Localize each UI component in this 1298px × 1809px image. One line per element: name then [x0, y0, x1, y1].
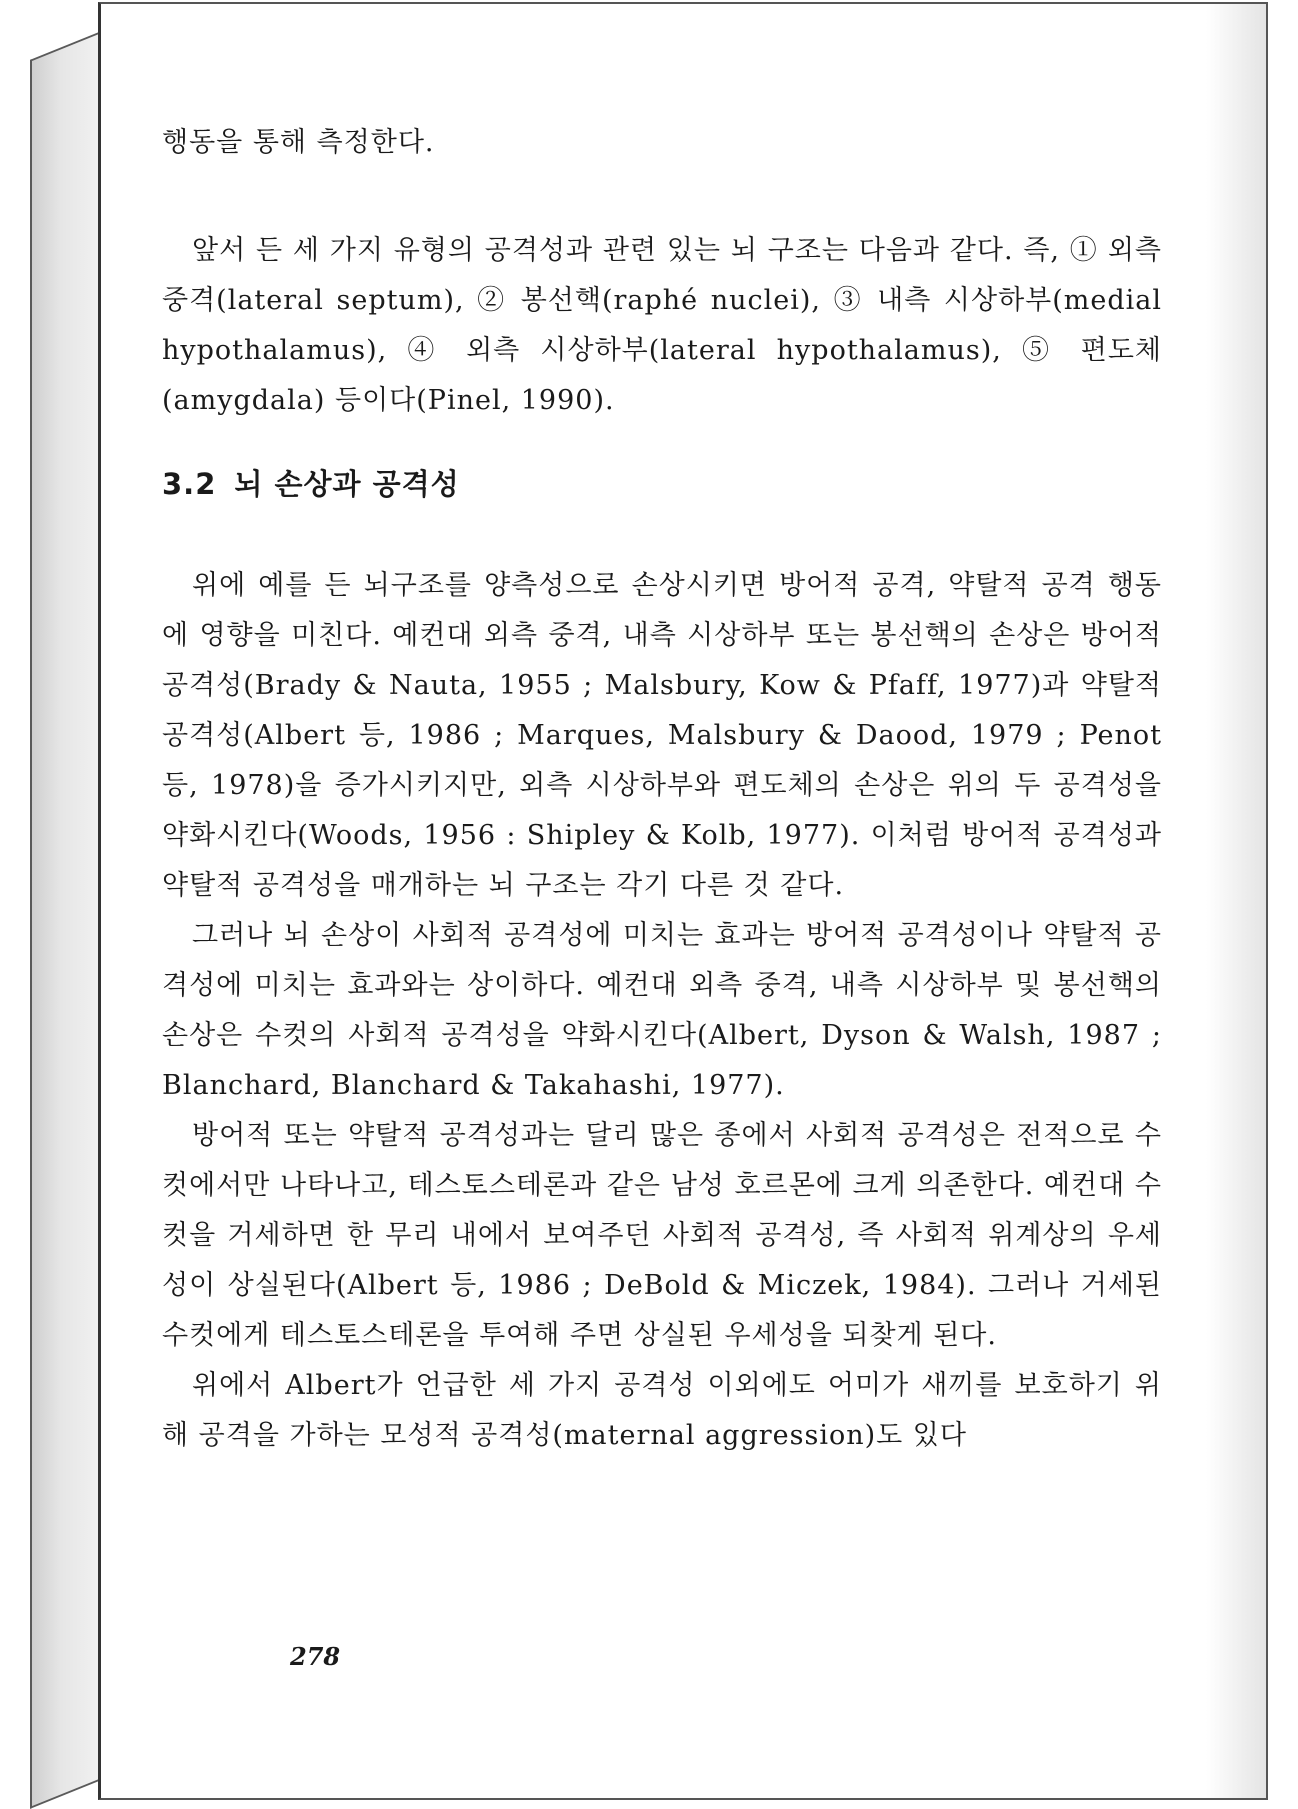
- section-title: 뇌 손상과 공격성: [234, 467, 460, 501]
- paragraph-maternal-aggression: 위에서 Albert가 언급한 세 가지 공격성 이외에도 어미가 새끼를 보호하기 위해 공격을 가하는 모성적 공격성(maternal aggression)도 있다: [162, 1370, 1162, 1451]
- paragraph-lesion-effects: 위에 예를 든 뇌구조를 양측성으로 손상시키면 방어적 공격, 약탈적 공격 행동에 영향을 미친다. 예컨대 외측 중격, 내측 시상하부 또는 봉선핵의 손상은 방어적 공격성(Brady & Nauta, 1955 ; Malsbury, Kow & Pfaff, 1977)과 약탈적 공격성(Albert 등, 1986 ; Marques, Malsbury & Daood, 1979 ; Penot 등, 1978)을 증가시키지만, 외측 시상하부와 편도체의 손상은 위의 두 공격성을 약화시킨다(Woods, 1956 : Shipley & Kolb, 1977). 이처럼 방어적 공격성과 약탈적 공격성을 매개하는 뇌 구조는 각기 다른 것 같다.: [162, 570, 1162, 901]
- section-heading: [162, 462, 1162, 503]
- paragraph-testosterone: 방어적 또는 약탈적 공격성과는 달리 많은 종에서 사회적 공격성은 전적으로 수컷에서만 나타나고, 테스토스테론과 같은 남성 호르몬에 크게 의존한다. 예컨대 수컷을 거세하면 한 무리 내에서 보여주던 사회적 공격성, 즉 사회적 위계상의 우세성이 상실된다(Albert 등, 1986 ; DeBold & Miczek, 1984). 그러나 거세된 수컷에게 테스토스테론을 투여해 주면 상실된 우세성을 되찾게 된다.: [162, 1120, 1162, 1351]
- paragraph-brain-structures: 앞서 든 세 가지 유형의 공격성과 관련 있는 뇌 구조는 다음과 같다. 즉, ① 외측 중격(lateral septum), ② 봉선핵(raphé nuclei), ③ 내측 시상하부(medial hypothalamus), ④ 외측 시상하부(lateral hypothalamus), ⑤ 편도체(amygdala) 등이다(Pinel, 1990).: [162, 235, 1162, 416]
- paragraph-social-aggression: 그러나 뇌 손상이 사회적 공격성에 미치는 효과는 방어적 공격성이나 약탈적 공격성에 미치는 효과와는 상이하다. 예컨대 외측 중격, 내측 시상하부 및 봉선핵의 손상은 수컷의 사회적 공격성을 약화시킨다(Albert, Dyson & Walsh, 1987 ; Blanchard, Blanchard & Takahashi, 1977).: [162, 920, 1162, 1101]
- section-number: 3.2: [162, 467, 217, 501]
- book-spine: [30, 30, 104, 1809]
- page-number: 278: [290, 1642, 341, 1671]
- page-content: [162, 118, 1162, 1461]
- paragraph-continued: 행동을 통해 측정한다.: [162, 127, 435, 158]
- page-shadow: [1206, 4, 1266, 1798]
